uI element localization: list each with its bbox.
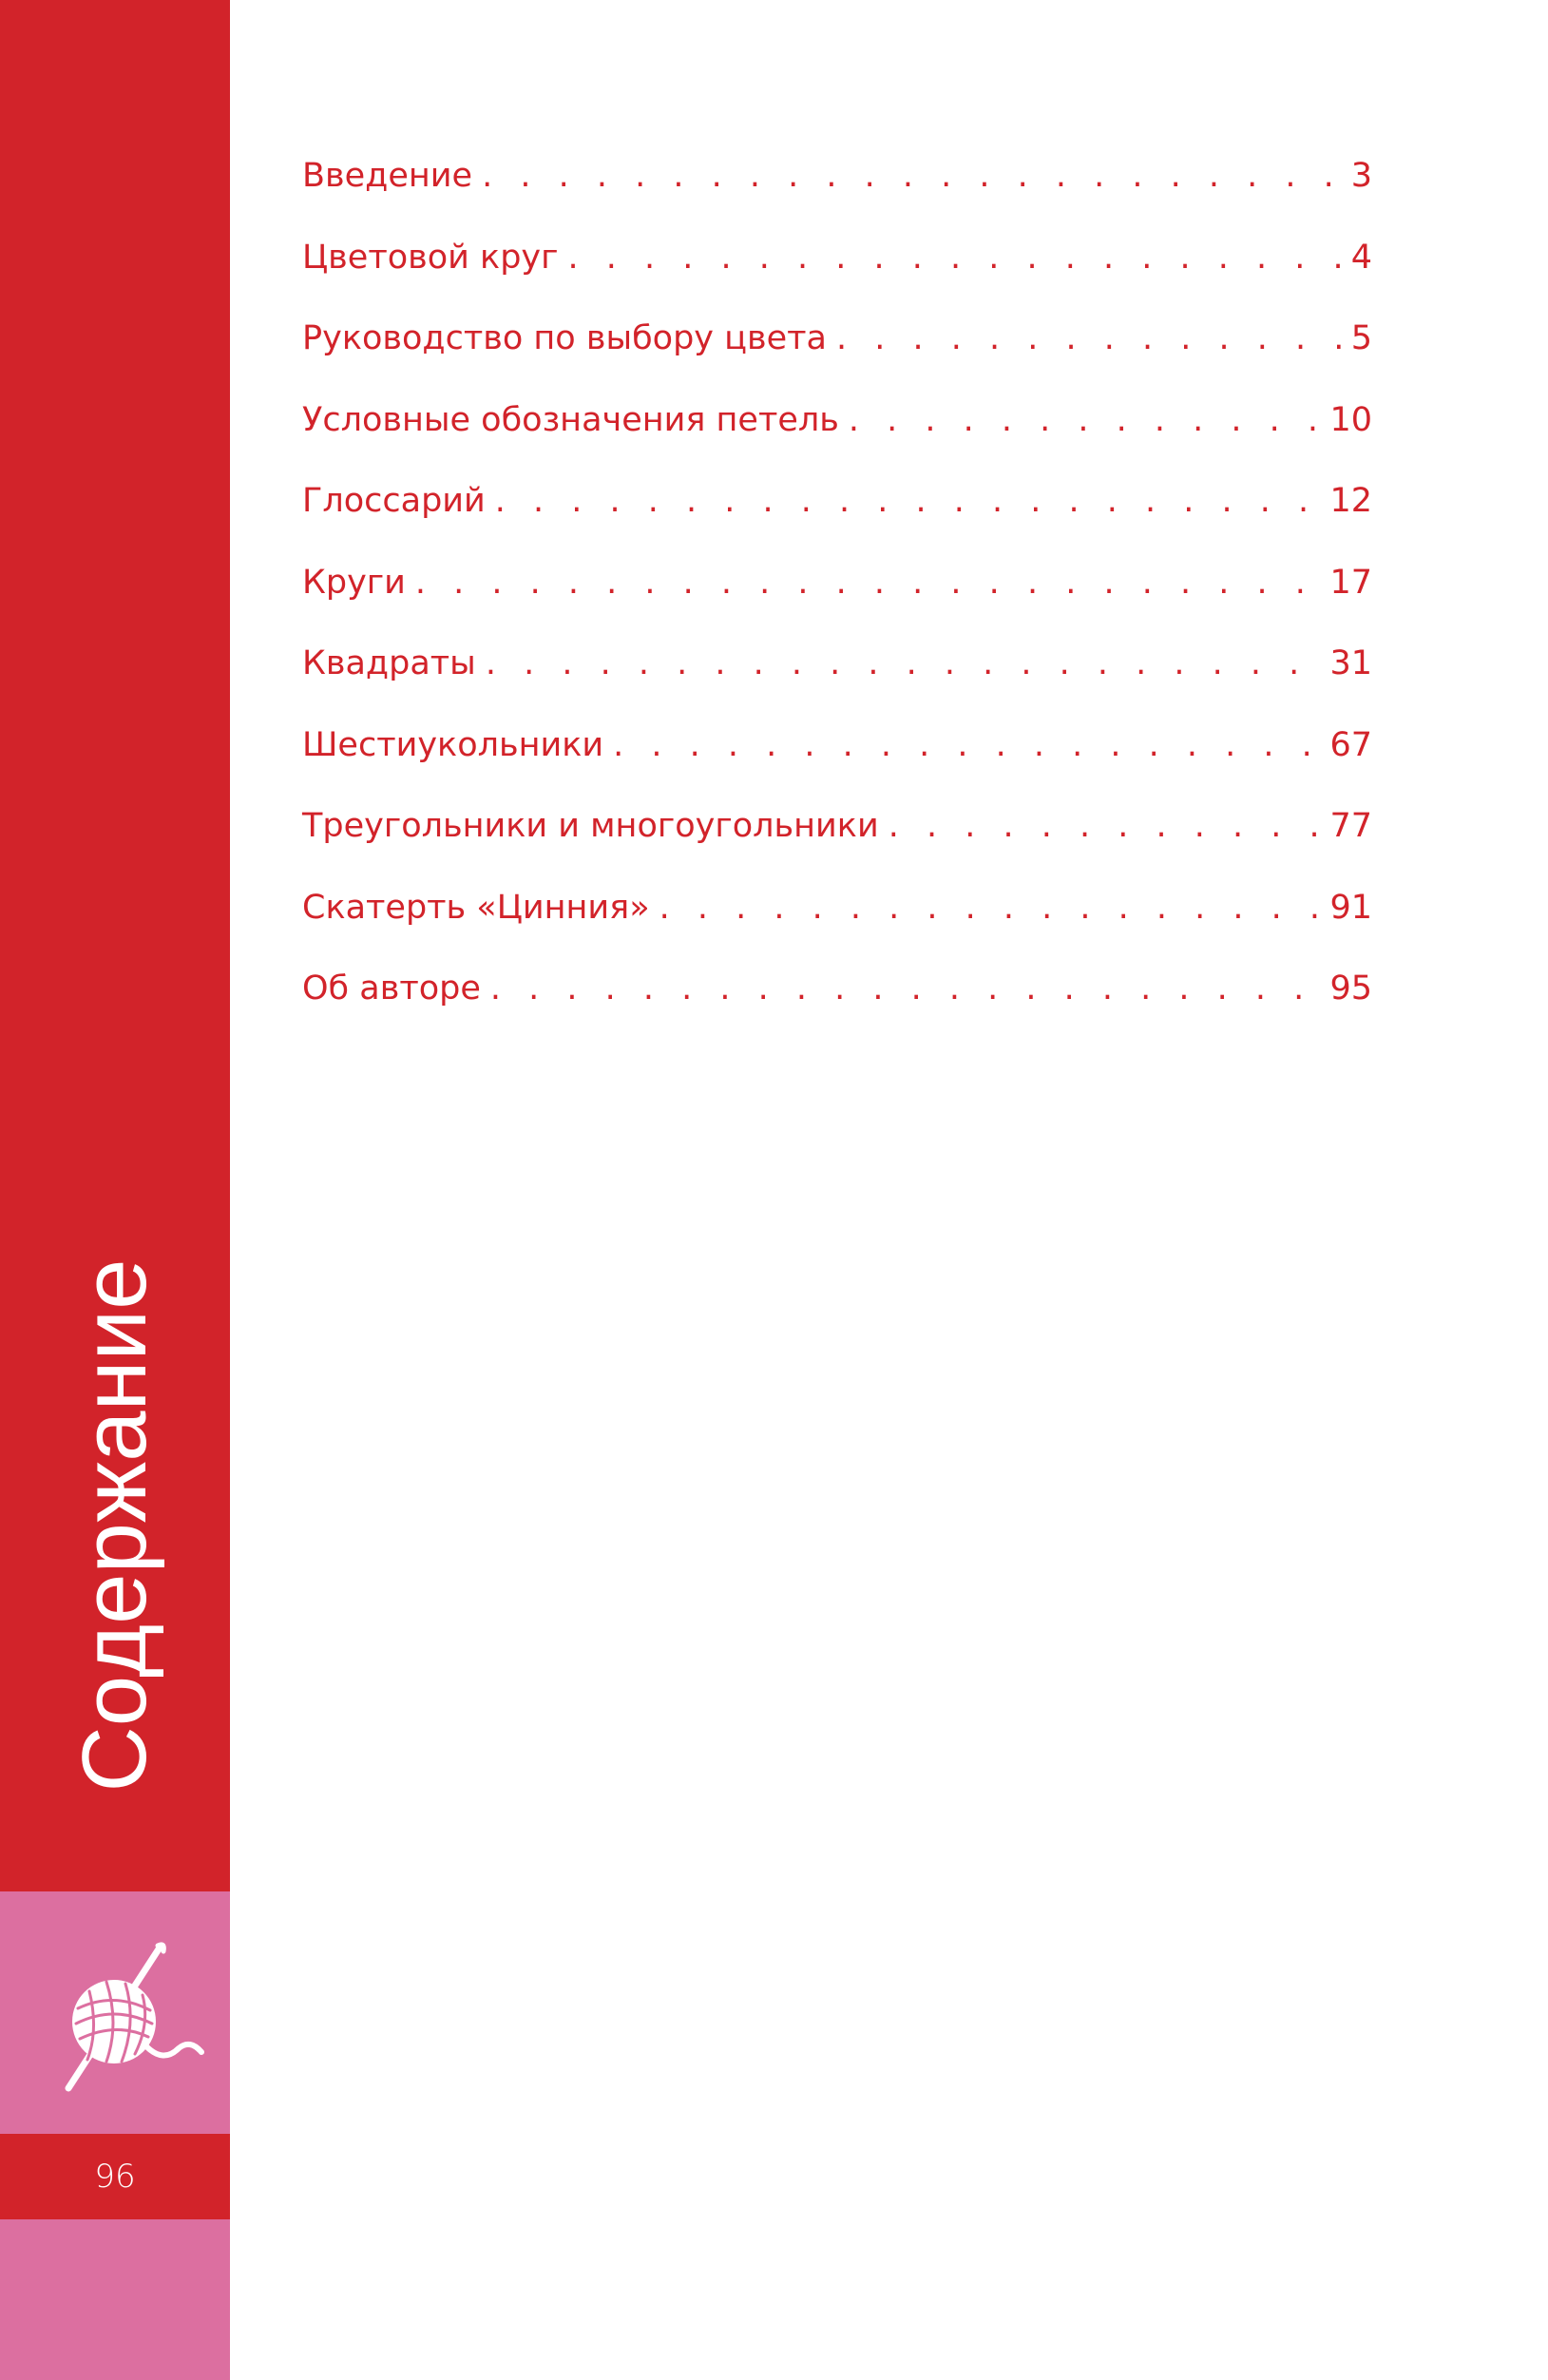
toc-leader-dots (613, 726, 1326, 764)
toc-entry-page: 12 (1329, 482, 1372, 520)
toc-entry-page: 95 (1329, 969, 1372, 1008)
toc-entry-introduction[interactable] (302, 157, 1372, 239)
toc-leader-dots (836, 319, 1347, 357)
toc-leader-dots (849, 401, 1327, 439)
toc-entry-color-guide[interactable] (302, 319, 1372, 401)
toc-entry-title: Введение (302, 157, 473, 195)
toc-entry-page: 77 (1329, 807, 1372, 845)
toc-leader-dots (490, 969, 1327, 1008)
toc-leader-dots (415, 564, 1327, 602)
sidebar (0, 0, 230, 2380)
toc-entry-page: 17 (1329, 563, 1372, 602)
toc-entry-page: 5 (1350, 319, 1372, 357)
toc-entry-title: Условные обозначения петель (302, 400, 839, 439)
toc-entry-title: Круги (302, 563, 406, 602)
toc-entry-page: 4 (1350, 238, 1372, 277)
toc-entry-page: 3 (1350, 157, 1372, 195)
section-title: Содержание (64, 1258, 165, 1793)
toc-entry-title: Об авторе (302, 969, 481, 1008)
toc-entry-hexagons[interactable] (302, 726, 1372, 808)
toc-entry-triangles-polygons[interactable] (302, 807, 1372, 889)
toc-leader-dots (659, 889, 1327, 927)
yarn-ball-crochet-hook-icon (48, 1934, 219, 2105)
toc-leader-dots (568, 239, 1347, 277)
toc-leader-dots (495, 482, 1327, 520)
toc-leader-dots (482, 157, 1347, 195)
page-number: 96 (94, 2158, 136, 2196)
toc-entry-title: Руководство по выбору цвета (302, 319, 827, 357)
toc-entry-about-author[interactable] (302, 969, 1372, 1051)
toc-entry-page: 10 (1329, 400, 1372, 439)
toc-entry-title: Глоссарий (302, 482, 486, 520)
toc-entry-stitch-symbols[interactable] (302, 401, 1372, 483)
toc-entry-title: Треугольники и многоугольники (302, 807, 879, 845)
toc-entry-zinnia-tablecloth[interactable] (302, 889, 1372, 970)
sidebar-pink-footer (0, 2219, 230, 2380)
toc-leader-dots (889, 807, 1327, 845)
toc-entry-title: Скатерть «Цинния» (302, 888, 650, 927)
table-of-contents (302, 157, 1372, 1051)
toc-entry-circles[interactable] (302, 564, 1372, 645)
toc-entry-title: Цветовой круг (302, 238, 559, 277)
toc-entry-color-wheel[interactable] (302, 239, 1372, 320)
toc-entry-glossary[interactable] (302, 482, 1372, 564)
toc-entry-squares[interactable] (302, 644, 1372, 726)
toc-entry-page: 31 (1329, 644, 1372, 682)
toc-entry-page: 67 (1329, 725, 1372, 764)
toc-entry-title: Квадраты (302, 644, 476, 682)
toc-entry-page: 91 (1329, 888, 1372, 927)
toc-entry-title: Шестиукольники (302, 725, 604, 764)
toc-leader-dots (486, 644, 1327, 682)
